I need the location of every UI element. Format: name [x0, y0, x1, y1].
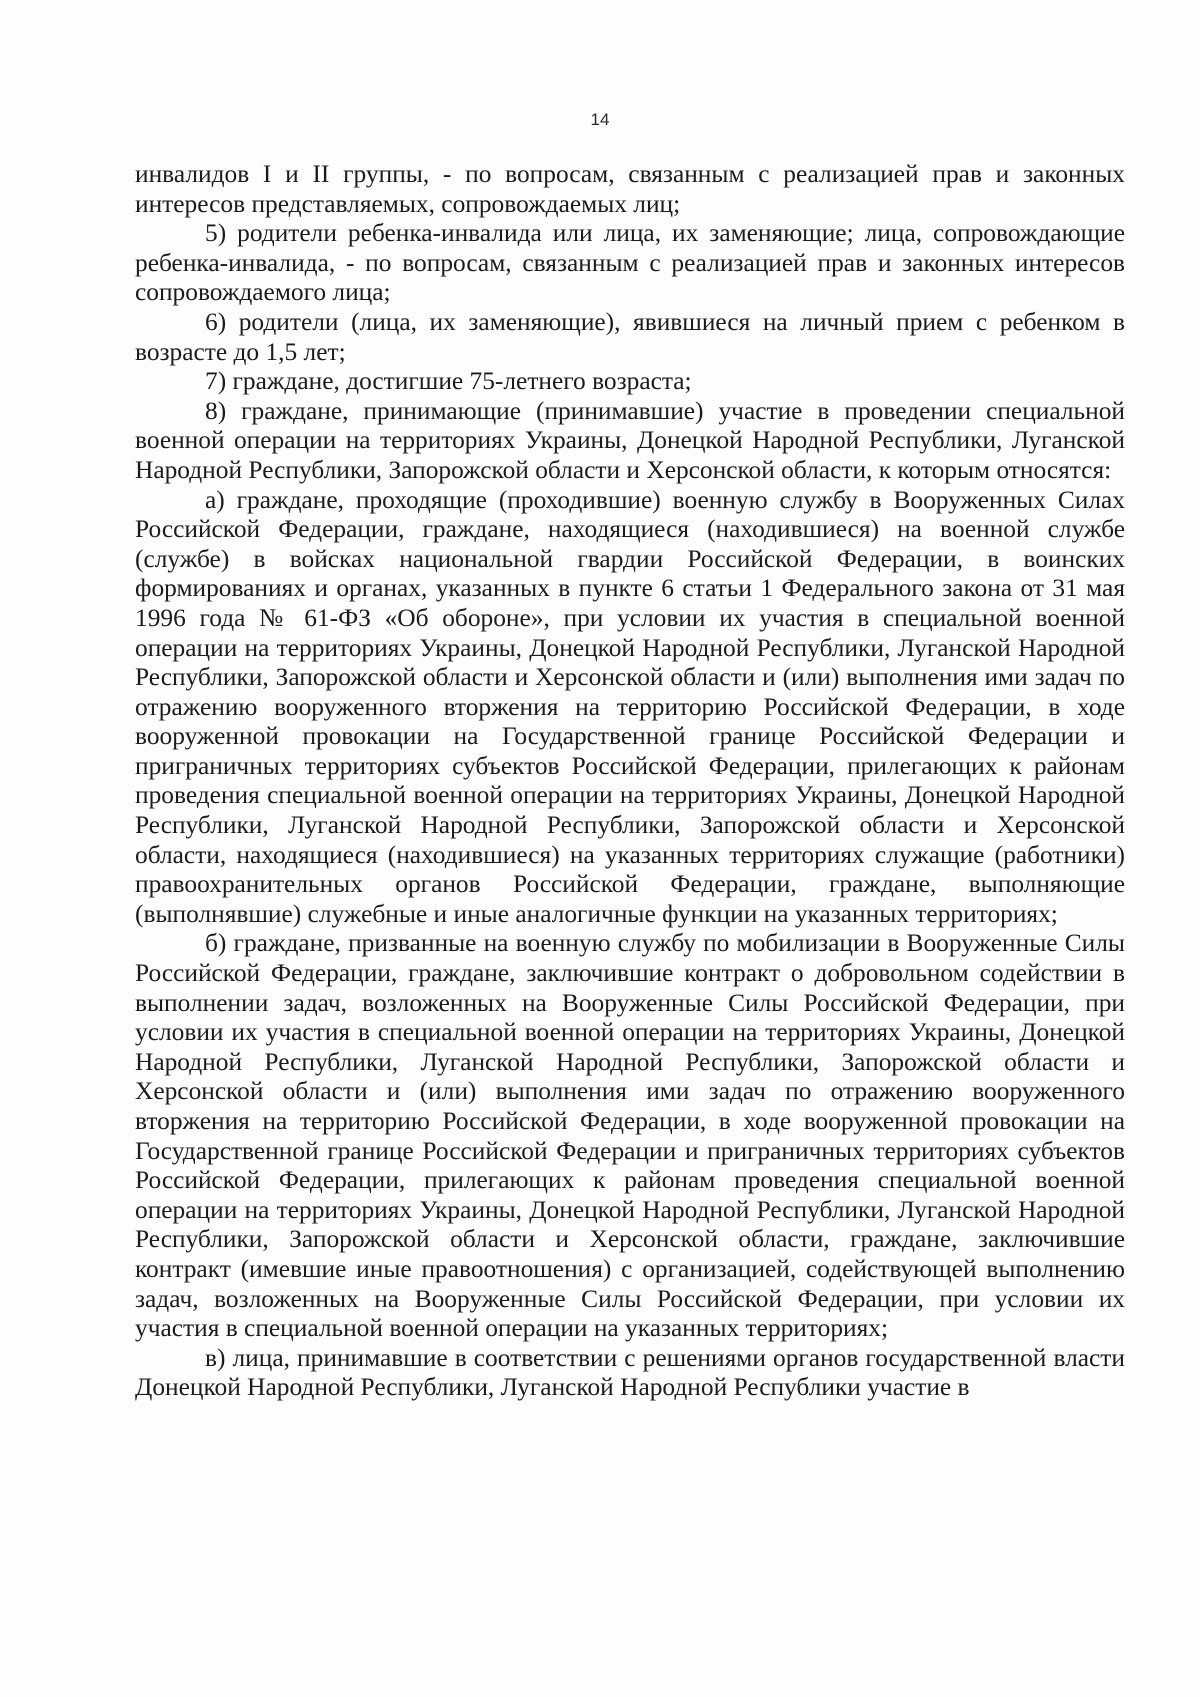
paragraph-subitem-a: а) граждане, проходящие (проходившие) военную службу в Вооруженных Силах Российской Федерации, граждане, находящиеся (находившиеся) на военной службе (службе) в войсках национальной гвардии Российской Федерации, в воинских формированиях и органах, указанных в пункте 6 статьи 1 Федерального закона от 31 мая 1996 года № 61-ФЗ «Об обороне», при условии их участия в специальной военной операции на территориях Украины, Донецкой Народной Республики, Луганской Народной Республики, Запорожской области и Херсонской области и (или) выполнения ими задач по отражению вооруженного вторжения на территорию Российской Федерации, в ходе вооруженной провокации на Государственной границе Российской Федерации и приграничных территориях субъектов Российской Федерации, прилегающих к районам проведения специальной военной операции на территориях Украины, Донецкой Народной Республики, Луганской Народной Республики, Запорожской области и Херсонской области, находящиеся (находившиеся) на указанных территориях служащие (работники) правоохранительных органов Российской Федерации, граждане, выполняющие (выполнявшие) служебные и иные аналогичные функции на указанных территориях;: [135, 485, 1125, 928]
paragraph-continuation: инвалидов I и II группы, - по вопросам, связанным с реализацией прав и законных интересов представляемых, сопровождаемых лиц;: [135, 160, 1125, 218]
paragraph-item-8: 8) граждане, принимающие (принимавшие) участие в проведении специальной военной операции на территориях Украины, Донецкой Народной Республики, Луганской Народной Республики, Запорожской области и Херсонской области, к которым относятся:: [135, 396, 1125, 484]
paragraph-item-5: 5) родители ребенка-инвалида или лица, их заменяющие; лица, сопровождающие ребенка-инвалида, - по вопросам, связанным с реализацией прав и законных интересов сопровождаемого лица;: [135, 219, 1125, 307]
paragraph-subitem-b: б) граждане, призванные на военную службу по мобилизации в Вооруженные Силы Российской Федерации, граждане, заключившие контракт о добровольном содействии в выполнении задач, возложенных на Вооруженные Силы Российской Федерации, при условии их участия в специальной военной операции на территориях Украины, Донецкой Народной Республики, Луганской Народной Республики, Запорожской области и Херсонской области и (или) выполнения ими задач по отражению вооруженного вторжения на территорию Российской Федерации, в ходе вооруженной провокации на Государственной границе Российской Федерации и приграничных территориях субъектов Российской Федерации, прилегающих к районам проведения специальной военной операции на территориях Украины, Донецкой Народной Республики, Луганской Народной Республики, Запорожской области и Херсонской области, граждане, заключившие контракт (имевшие иные правоотношения) с организацией, содействующей выполнению задач, возложенных на Вооруженные Силы Российской Федерации, при условии их участия в специальной военной операции на указанных территориях;: [135, 929, 1125, 1343]
paragraph-item-6: 6) родители (лица, их заменяющие), явившиеся на личный прием с ребенком в возрасте до 1,5 лет;: [135, 307, 1125, 366]
page-number: 14: [590, 110, 610, 129]
document-body: [135, 160, 1125, 1403]
paragraph-subitem-v: в) лица, принимавшие в соответствии с решениями органов государственной власти Донецкой Народной Республики, Луганской Народной Республики участие в: [135, 1343, 1125, 1402]
paragraph-item-7: 7) граждане, достигшие 75-летнего возраста;: [205, 367, 692, 396]
